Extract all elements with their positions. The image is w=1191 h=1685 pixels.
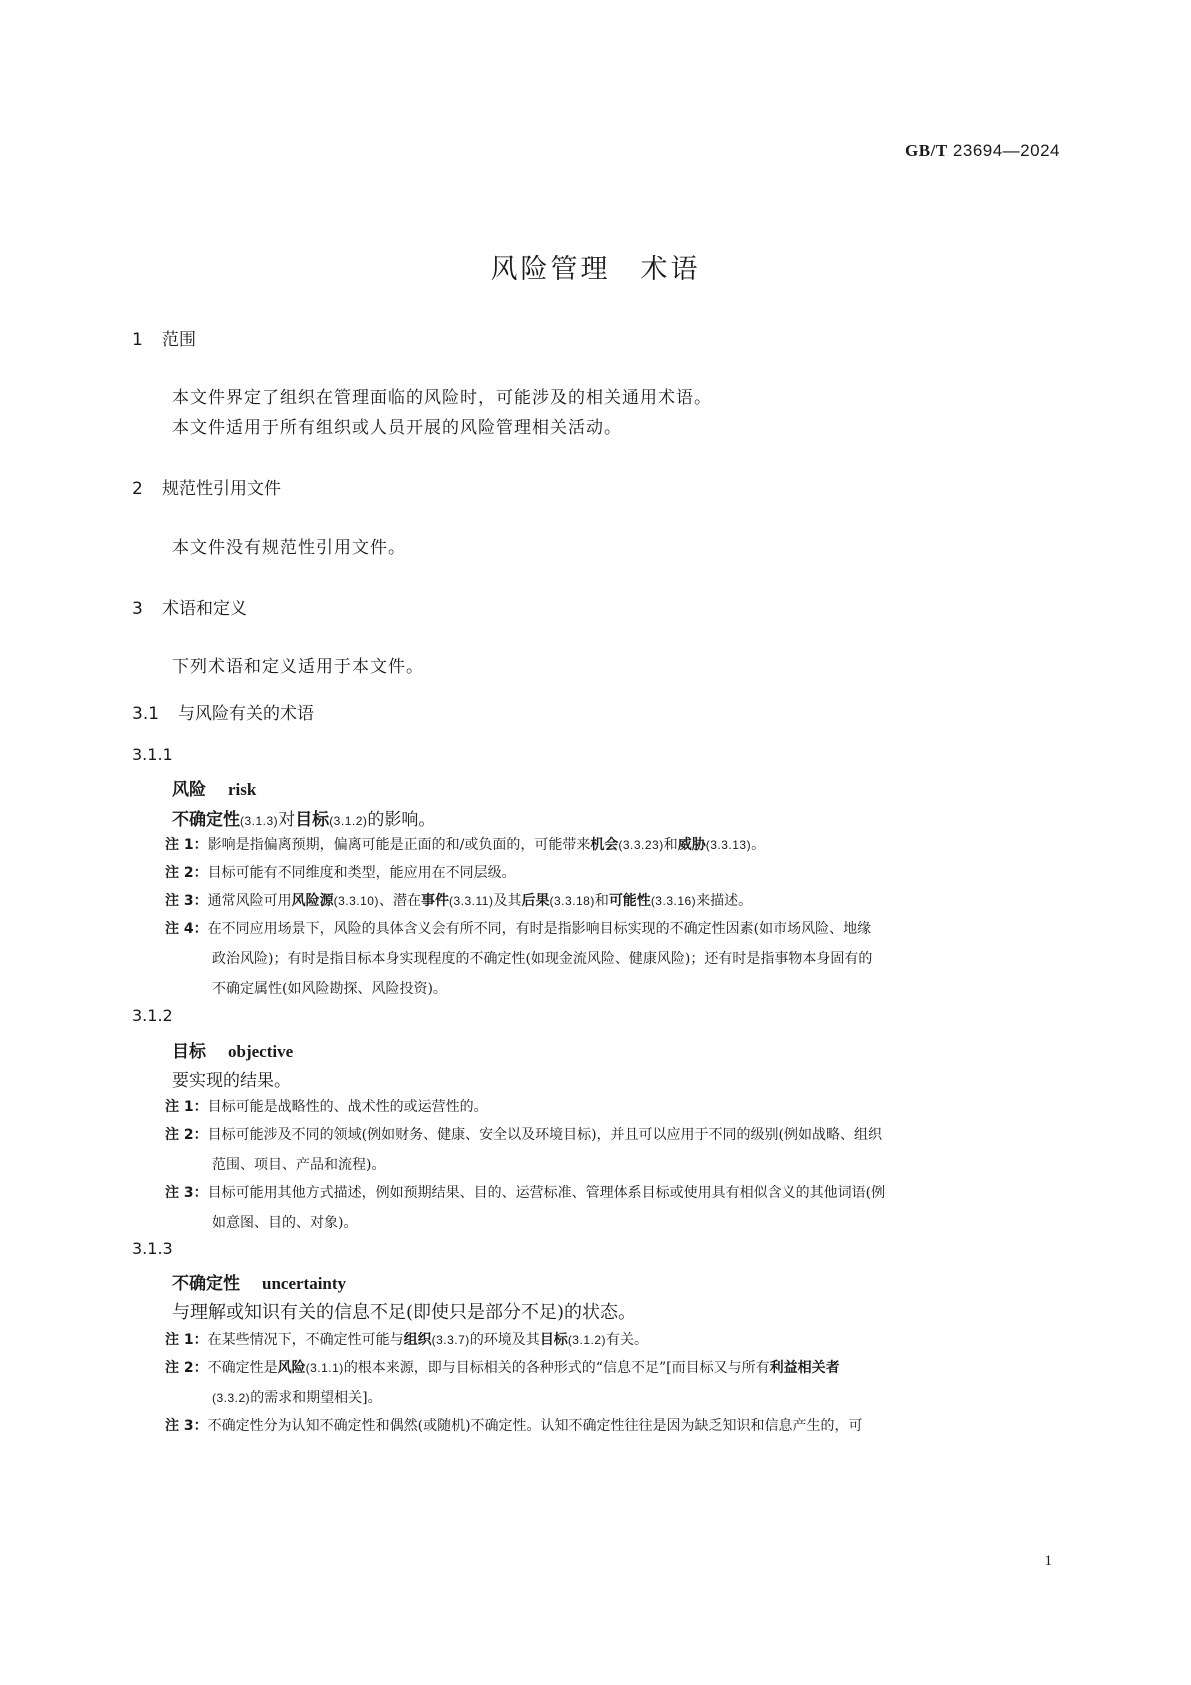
term-ref: (3.1.2) [567,1333,606,1347]
section-number: 2 [132,479,143,499]
standard-number [905,141,1060,161]
section-number: 1 [132,330,143,350]
section-title: 范围 [162,330,196,350]
text: 通常风险可用 [207,893,292,909]
note-label: 注 1： [165,1332,208,1348]
text: 在不同应用场景下，风险的具体含义会有所不同，有时是指影响目标实现的不确定性因素(如市场风险、地缘 [207,921,872,937]
term-link: 目标 [295,810,330,830]
term-link: 目标 [539,1332,568,1348]
term-en: risk [228,780,257,799]
term-ref: (3.1.3) [240,814,279,828]
note [165,858,995,888]
section-heading-2 [132,474,281,499]
paragraph: 本文件没有规范性引用文件。 [172,538,406,558]
text: 在某些情况下，不确定性可能与 [207,1332,404,1348]
text: 如意图、目的、对象)。 [212,1215,358,1231]
term-ref: (3.3.16) [650,894,697,908]
page-number: 1 [1044,1553,1052,1569]
note [165,914,995,1004]
term-en: uncertainty [262,1274,347,1293]
term-heading [172,1037,293,1062]
term-number: 3.1.3 [132,1239,173,1258]
standard-code: 23694—2024 [952,141,1060,160]
paragraph: 下列术语和定义适用于本文件。 [172,657,424,677]
note-label: 注 2： [165,1127,208,1143]
text: 。 [751,837,766,853]
standard-prefix: GB/T [905,141,948,160]
note [165,1092,995,1122]
note-label: 注 1： [165,1099,208,1115]
paragraph: 本文件适用于所有组织或人员开展的风险管理相关活动。 [172,418,622,438]
note-label: 注 3： [165,1185,208,1201]
paragraph: 本文件界定了组织在管理面临的风险时，可能涉及的相关通用术语。 [172,388,712,408]
term-ref: (3.3.7) [431,1333,470,1347]
text: 的需求和期望相关]。 [250,1390,382,1406]
note [165,1178,995,1238]
note [165,1325,995,1355]
term-ref: (3.3.11) [448,894,494,908]
term-ref: (3.3.18) [549,894,595,908]
term-ref: (3.3.10) [333,894,379,908]
text: 目标可能有不同维度和类型，能应用在不同层级。 [207,865,516,881]
term-link: 风险源 [291,893,334,909]
text: 不确定属性(如风险勘探、风险投资)。 [212,981,447,997]
text: 目标可能用其他方式描述，例如预期结果、目的、运营标准、管理体系目标或使用具有相似含义的其他词语(例 [207,1185,886,1201]
term-link: 利益相关者 [769,1360,840,1376]
text: 对 [278,810,296,830]
note-label: 注 2： [165,865,208,881]
subsection-heading-3-1 [132,699,314,724]
term-link: 风险 [277,1360,306,1376]
note [165,886,995,916]
text: 、潜在 [378,893,421,909]
term-ref: (3.1.2) [329,814,368,828]
section-heading-3 [132,594,247,619]
note-label: 注 2： [165,1360,208,1376]
section-number: 3 [132,599,143,619]
term-link: 机会 [590,837,619,853]
term-definition: 与理解或知识有关的信息不足(即使只是部分不足)的状态。 [172,1302,637,1323]
text: 的根本来源，即与目标相关的各种形式的“信息不足”[而目标又与所有 [343,1360,770,1376]
term-link: 组织 [403,1332,432,1348]
section-title: 规范性引用文件 [162,479,281,499]
term-heading [172,775,256,800]
note-label: 注 3： [165,893,208,909]
term-link: 威胁 [677,837,706,853]
document-title: 风险管理 术语 [490,254,701,285]
text: 的影响。 [367,810,436,830]
term-link: 可能性 [608,893,651,909]
text: 和 [663,837,678,853]
term-zh: 不确定性 [172,1274,240,1294]
term-link: 事件 [420,893,449,909]
text: 目标可能涉及不同的领域(例如财务、健康、安全以及环境目标)，并且可以应用于不同的级别(例如战略、组织 [207,1127,883,1143]
text: 影响是指偏离预期，偏离可能是正面的和/或负面的，可能带来 [207,837,591,853]
term-zh: 目标 [172,1042,206,1062]
section-number: 3.1 [132,704,160,724]
term-number: 3.1.2 [132,1006,173,1025]
text: 范围、项目、产品和流程)。 [212,1157,386,1173]
term-definition: 要实现的结果。 [172,1071,291,1091]
term-ref: (3.3.13) [705,838,752,852]
text: 有关。 [606,1332,648,1348]
term-zh: 风险 [172,780,206,800]
note-label: 注 4： [165,921,208,937]
note [165,1120,995,1180]
section-title: 术语和定义 [162,599,247,619]
text: 政治风险)；有时是指目标本身实现程度的不确定性(如现金流风险、健康风险)；还有时是指事物本身固有的 [212,951,873,967]
note-label: 注 3： [165,1418,208,1434]
note [165,1411,995,1441]
term-ref: (3.3.2) [212,1391,251,1405]
text: 不确定性分为认知不确定性和偶然(或随机)不确定性。认知不确定性往往是因为缺乏知识和信息产生的，可 [207,1418,863,1434]
term-ref: (3.3.23) [618,838,664,852]
note-label: 注 1： [165,837,208,853]
term-number: 3.1.1 [132,745,173,764]
text: 和 [594,893,609,909]
note [165,1353,995,1413]
term-definition [172,805,435,830]
text: 及其 [493,893,522,909]
term-link: 后果 [521,893,550,909]
section-title: 与风险有关的术语 [178,704,314,724]
term-ref: (3.1.1) [305,1361,344,1375]
note [165,830,995,860]
text: 的环境及其 [469,1332,540,1348]
text: 来描述。 [696,893,753,909]
term-en: objective [228,1042,294,1061]
text: 不确定性是 [207,1360,278,1376]
text: 目标可能是战略性的、战术性的或运营性的。 [207,1099,488,1115]
section-heading-1 [132,325,196,350]
term-link: 不确定性 [172,810,240,830]
term-heading [172,1269,346,1294]
